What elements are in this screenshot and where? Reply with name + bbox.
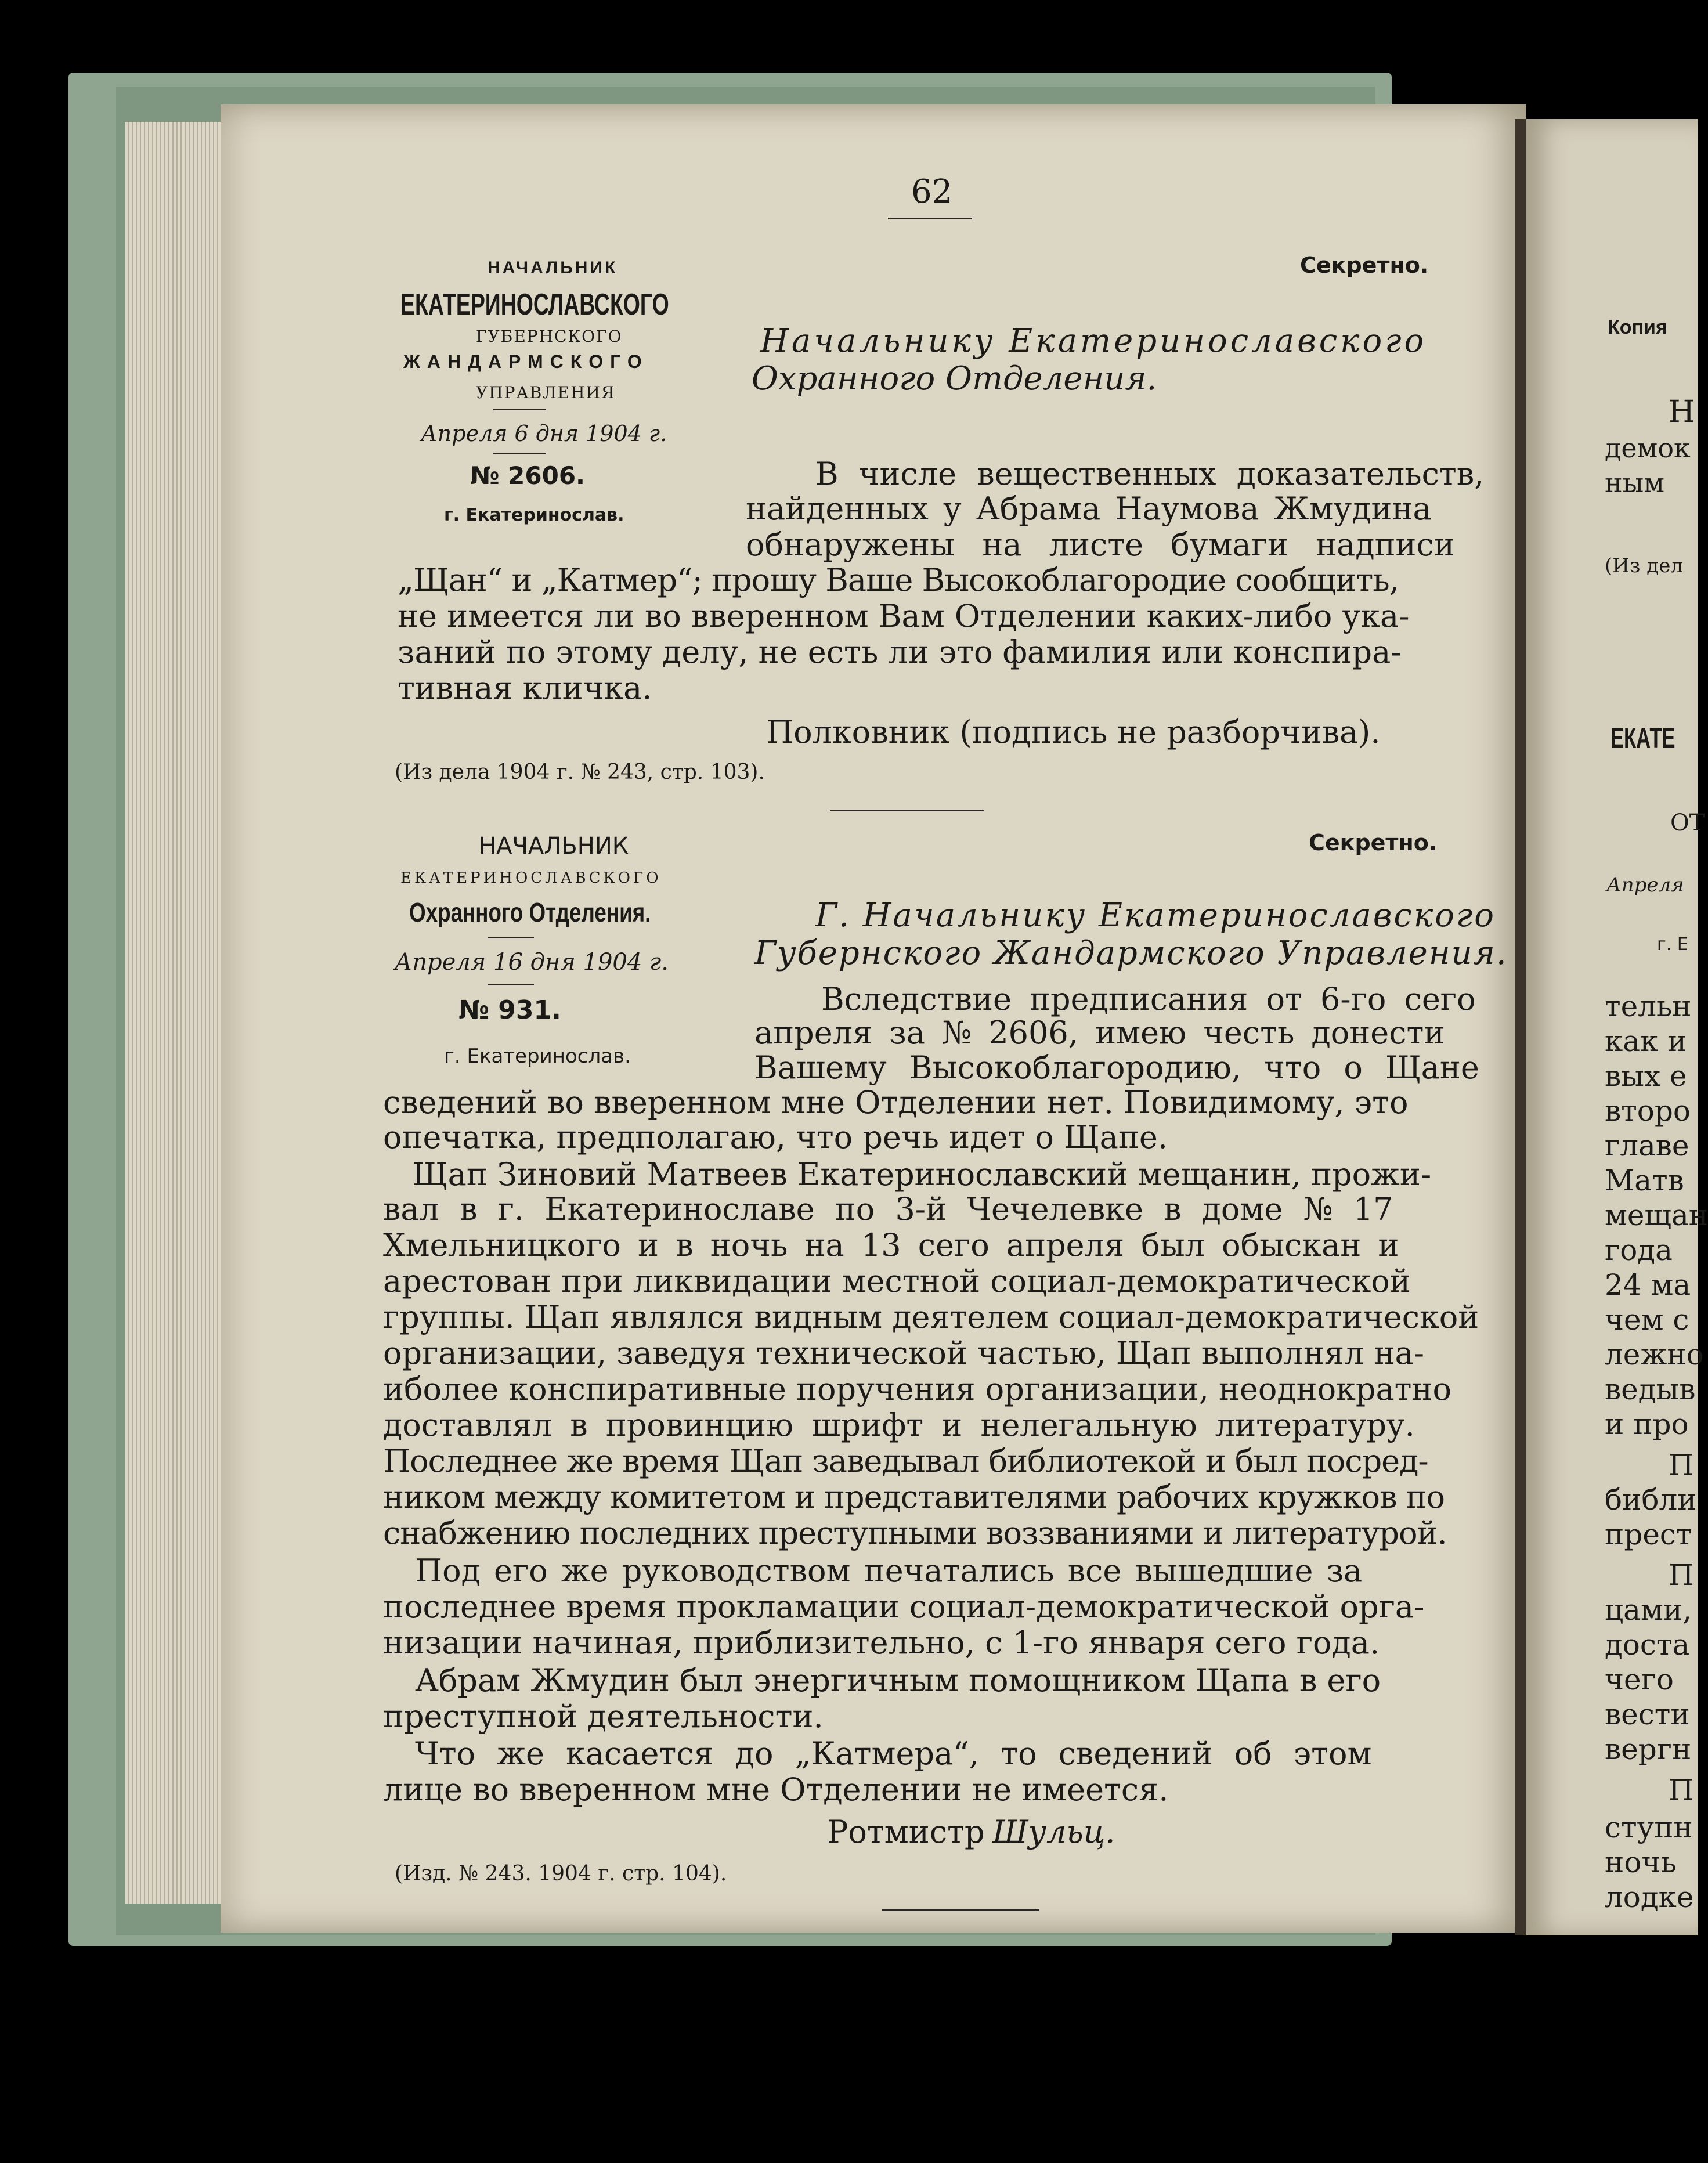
doc2-sender-line1: НАЧАЛЬНИК	[479, 833, 629, 860]
doc2-line: Хмельницкого и в ночь на 13 сего апреля был обыскан и	[383, 1227, 1399, 1263]
page-edges	[125, 122, 235, 1904]
doc1-sender-line4: ЖАНДАРМСКОГО	[403, 351, 649, 372]
doc2-sender-line3: Охранного Отделения.	[409, 897, 651, 927]
doc1-sender-line5: УПРАВЛЕНИЯ	[476, 383, 616, 402]
doc1-line: обнаружены на листе бумаги надписи	[746, 526, 1455, 563]
doc1-source: (Из дела 1904 г. № 243, стр. 103).	[395, 760, 765, 784]
next-page-text: чего	[1605, 1663, 1674, 1696]
next-page-text: Н	[1669, 395, 1695, 429]
next-page-text: тельн	[1605, 990, 1692, 1023]
doc2-line: Вследствие предписания от 6-го сего	[821, 981, 1476, 1017]
next-page-text: главе	[1605, 1129, 1689, 1162]
doc-separator-1	[830, 810, 984, 811]
next-page-text: и про	[1605, 1407, 1689, 1441]
doc2-line: последнее время прокламации социал-демократической орга-	[383, 1588, 1425, 1625]
next-page-text: чем с	[1605, 1303, 1689, 1337]
doc1-sender-line1: НАЧАЛЬНИК	[488, 258, 618, 277]
page-number: 62	[911, 173, 953, 211]
next-page-text: Копия	[1608, 316, 1667, 338]
doc2-line: арестован при ликвидации местной социал-демократической	[383, 1263, 1411, 1299]
doc2-line: снабжению последних преступными воззваниями и литературой.	[383, 1515, 1447, 1551]
next-page-text: П	[1669, 1448, 1694, 1482]
doc2-line: Абрам Жмудин был энергичным помощником Щапа в его	[415, 1662, 1381, 1699]
doc2-sender-rule	[488, 937, 534, 938]
doc2-addressee-line1: Г. Начальнику Екатеринославского	[815, 897, 1496, 934]
doc1-sender-rule	[493, 409, 546, 410]
next-page-text: ночь	[1605, 1846, 1677, 1879]
page-number-rule	[888, 218, 972, 219]
doc2-line: Вашему Высокоблагородию, что о Щане	[754, 1049, 1479, 1086]
next-page-text: мещан	[1605, 1198, 1708, 1232]
next-page-text: ным	[1605, 467, 1665, 499]
doc2-secret-mark: Секретно.	[1309, 830, 1438, 855]
doc2-line: Под его же руководством печатались все вышедшие за	[415, 1552, 1363, 1589]
doc1-date-rule	[493, 453, 546, 454]
doc-separator-2	[882, 1909, 1039, 1911]
doc2-sender-line2: ЕКАТЕРИНОСЛАВСКОГО	[400, 869, 662, 887]
next-page-text: П	[1669, 1773, 1694, 1807]
doc2-line: опечатка, предполагаю, что речь идет о Щапе.	[383, 1119, 1168, 1155]
doc1-secret-mark: Секретно.	[1300, 252, 1429, 278]
next-page-text: второ	[1605, 1094, 1691, 1128]
next-page-text: Апреля	[1606, 873, 1684, 897]
doc1-city: г. Екатеринослав.	[444, 505, 624, 525]
next-page-fragment	[1526, 119, 1708, 1935]
doc1-line: не имеется ли во вверенном Вам Отделении каких-либо ука-	[398, 598, 1410, 634]
doc1-date: Апреля 6 дня 1904 г.	[421, 421, 667, 446]
doc2-signature-name: Шульц.	[992, 1814, 1115, 1850]
doc2-line: ником между комитетом и представителями рабочих кружков по	[383, 1479, 1445, 1515]
doc2-line: группы. Щап являлся видным деятелем социал-демократической	[383, 1299, 1479, 1335]
doc1-line: В числе вещественных доказательств,	[815, 456, 1485, 492]
doc1-sender-line2: ЕКАТЕРИНОСЛАВСКОГО	[400, 288, 669, 322]
doc2-line: преступной деятельности.	[383, 1698, 824, 1735]
doc2-date: Апреля 16 дня 1904 г.	[395, 949, 669, 976]
doc1-number: № 2606.	[470, 461, 586, 490]
next-page-text: г. Е	[1657, 934, 1688, 955]
doc2-city: г. Екатеринослав.	[444, 1045, 631, 1068]
next-page-text: вести	[1605, 1698, 1690, 1731]
next-page-text: лежно	[1605, 1338, 1704, 1371]
next-page-text: (Из дел	[1605, 554, 1683, 577]
doc2-signature-rank: Ротмистр	[827, 1814, 985, 1850]
doc2-line: организации, заведуя технической частью, Щап выполнял на-	[383, 1335, 1424, 1371]
doc2-line: лице во вверенном мне Отделении не имеется.	[383, 1771, 1169, 1808]
doc2-number: № 931.	[458, 995, 561, 1025]
doc2-line: Последнее же время Щап заведывал библиотекой и был посред-	[383, 1443, 1428, 1479]
next-page-text: П	[1669, 1558, 1694, 1592]
next-page-text: вергн	[1605, 1732, 1692, 1766]
next-page-text: Матв	[1605, 1164, 1684, 1197]
doc1-addressee-line1: Начальнику Екатеринославского	[760, 322, 1427, 360]
next-page-text: цами,	[1605, 1593, 1692, 1627]
doc2-line: доставлял в провинцию шрифт и нелегальную литературу.	[383, 1407, 1415, 1443]
next-page-text: как и	[1605, 1024, 1687, 1058]
doc1-line: тивная кличка.	[398, 670, 652, 706]
doc1-line: „Щан“ и „Катмер“; прошу Ваше Высокоблагородие сообщить,	[398, 562, 1399, 598]
doc2-source: (Изд. № 243. 1904 г. стр. 104).	[395, 1862, 727, 1886]
next-page-text: лодке	[1605, 1880, 1694, 1914]
next-page-text: 24 ма	[1605, 1268, 1691, 1302]
next-page-text: ОТ	[1670, 810, 1705, 836]
doc2-date-rule	[488, 984, 534, 985]
next-page-text: библи	[1605, 1483, 1697, 1516]
doc2-line: низации начиная, приблизительно, с 1-го января сего года.	[383, 1624, 1380, 1661]
doc2-line: Щап Зиновий Матвеев Екатеринославский мещанин, прожи-	[412, 1156, 1432, 1193]
next-page-text: ступн	[1605, 1811, 1693, 1844]
next-page-text: демок	[1605, 432, 1691, 464]
doc1-sender-line3: ГУБЕРНСКОГО	[476, 327, 623, 346]
next-page-text: ведыв	[1605, 1373, 1696, 1406]
doc1-signature: Полковник (подпись не разборчива).	[766, 714, 1381, 750]
next-page-text: доста	[1605, 1628, 1690, 1662]
doc2-line: сведений во вверенном мне Отделении нет. Повидимому, это	[383, 1084, 1409, 1121]
doc1-line: заний по этому делу, не есть ли это фамилия или конспира-	[398, 634, 1402, 670]
doc2-line: Что же касается до „Катмера“, то сведений об этом	[415, 1735, 1372, 1772]
next-page-text: вых е	[1605, 1059, 1687, 1093]
doc2-addressee-line2: Губернского Жандармского Управления.	[754, 934, 1508, 972]
next-page-text: прест	[1605, 1518, 1692, 1551]
left-page	[221, 104, 1526, 1933]
doc1-addressee-line2: Охранного Отделения.	[752, 360, 1157, 398]
doc2-line: вал в г. Екатеринославе по 3-й Чечелевке в доме № 17	[383, 1191, 1393, 1227]
next-page-text: года	[1605, 1233, 1673, 1267]
next-page-text: ЕКАТЕ	[1610, 723, 1675, 754]
doc2-line: иболее конспиративные поручения организации, неоднократно	[383, 1371, 1452, 1407]
doc2-line: апреля за № 2606, имею честь донести	[754, 1014, 1445, 1051]
doc1-line: найденных у Абрама Наумова Жмудина	[746, 490, 1432, 527]
